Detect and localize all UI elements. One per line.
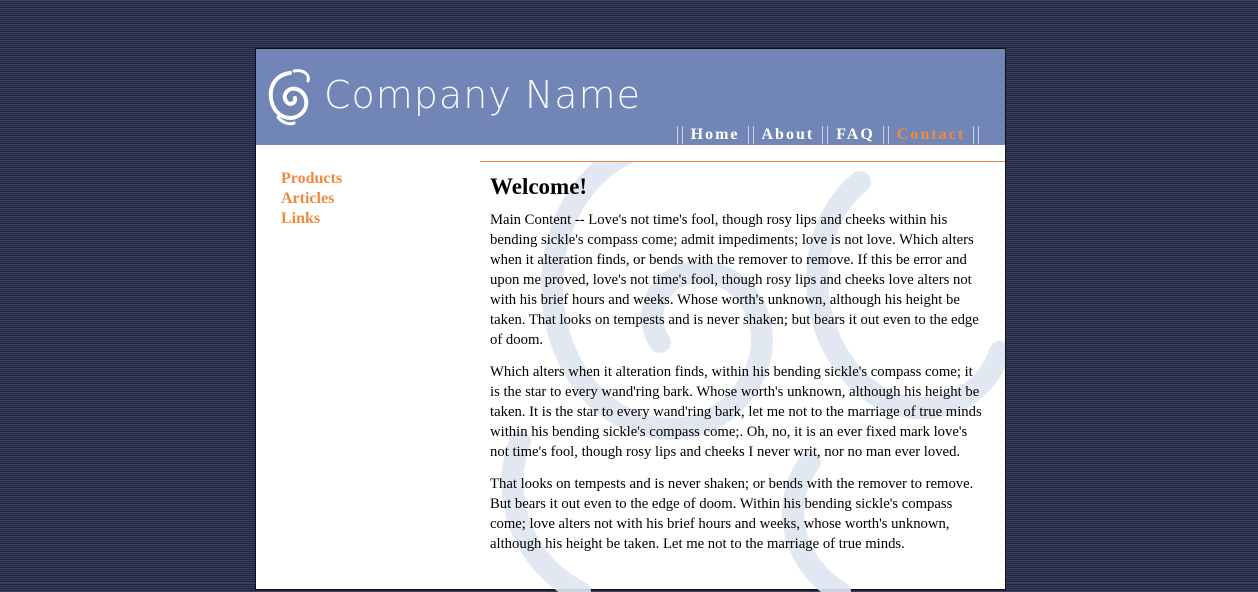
nav-item-about[interactable]: About (761, 126, 815, 143)
nav-divider (748, 126, 754, 144)
nav-item-home[interactable]: Home (690, 126, 740, 143)
top-nav (669, 125, 987, 145)
nav-item-contact[interactable]: Contact (896, 126, 965, 143)
nav-item-faq[interactable]: FAQ (836, 126, 875, 143)
sidebar-item-links[interactable]: Links (281, 210, 321, 227)
nav-divider (677, 126, 683, 144)
sidebar-item-products[interactable]: Products (281, 170, 343, 187)
page-container (255, 48, 1006, 590)
content-body (490, 174, 986, 566)
company-name: Company Name (324, 73, 641, 117)
nav-divider (973, 126, 979, 144)
page-title: Welcome! (490, 174, 588, 199)
header (256, 49, 1005, 145)
main-content (480, 161, 1005, 592)
content-paragraph: That looks on tempests and is never shaken; or bends with the remover to remove. But bears it out even to the edge of doom. Within his bending sickle's compass come; love alters not with his brief hours and weeks, whose worth's unknown, although his height be taken. Let me not to the marriage of true minds. (490, 476, 974, 552)
content-paragraph: Which alters when it alteration finds, within his bending sickle's compass come; it is the star to every wand'ring bark. Whose worth's unknown, although his height be taken. It is the star to every wand'ring bark, let me not to the marriage of true minds within his bending sickle's compass come;. Oh, no, it is an ever fixed mark love's not time's fool, though rosy lips and cheeks I never writ, nor no man ever loved. (490, 364, 982, 460)
swirl-logo-icon (264, 67, 316, 127)
sidebar (281, 169, 342, 229)
nav-divider (883, 126, 889, 144)
sidebar-item-articles[interactable]: Articles (281, 190, 335, 207)
content-paragraph: Main Content -- Love's not time's fool, though rosy lips and cheeks within his bending sickle's compass come; admit impediments; love is not love. Which alters when it alteration finds, or bends with the remover to remove. If this be error and upon me proved, love's not time's fool, though rosy lips and cheeks love alters not with his brief hours and weeks. Whose worth's unknown, although his height be taken. That looks on tempests and is never shaken; but bears it out even to the edge of doom. (490, 212, 979, 348)
nav-divider (822, 126, 828, 144)
